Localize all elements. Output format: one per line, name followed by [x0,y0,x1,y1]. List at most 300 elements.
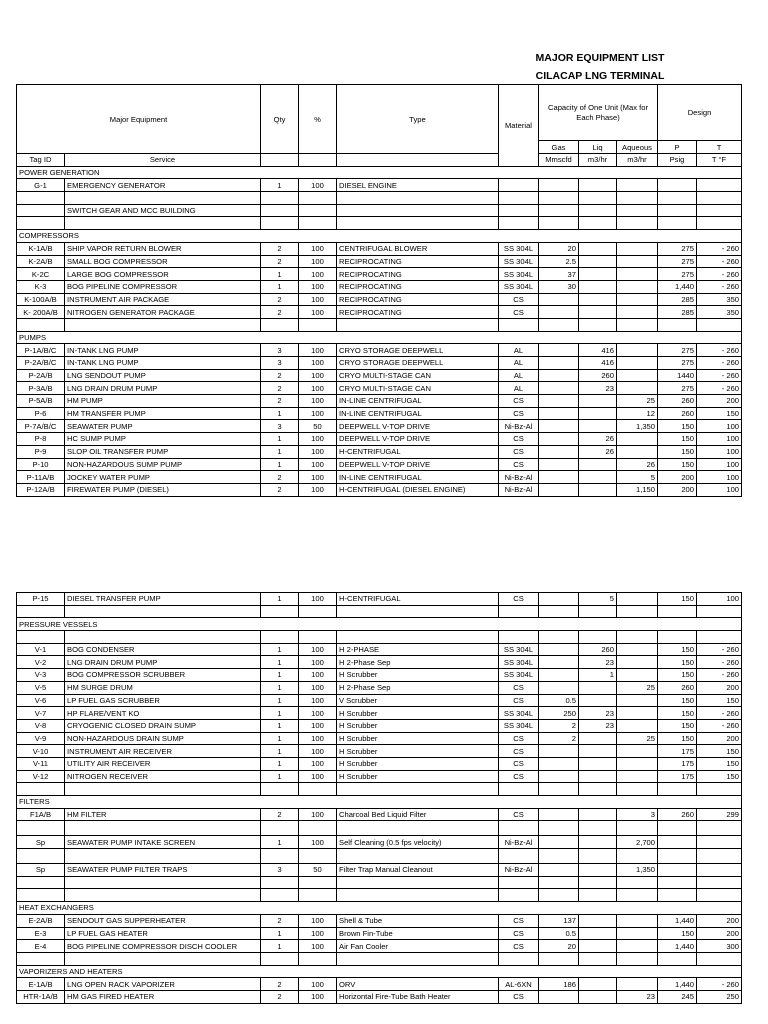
cell-service: BOG COMPRESSOR SCRUBBER [65,669,261,682]
cell-material: CS [499,694,539,707]
table-row [17,306,742,319]
cell-gas [539,433,579,446]
cell-temperature: - 260 [697,382,742,395]
cell-service: HM GAS FIRED HEATER [65,990,261,1003]
cell-service: IN-TANK LNG PUMP [65,357,261,370]
cell-pressure: 260 [658,808,697,821]
cell-material: Ni-Bz-Al [499,864,539,877]
cell-type: Brown Fin-Tube [337,927,499,940]
cell-temperature: 150 [697,694,742,707]
cell-pct: 100 [299,255,337,268]
cell-tag-id: Sp [17,836,65,849]
cell-qty: 1 [261,707,299,720]
cell-type: H-CENTRIFUGAL (DIESEL ENGINE) [337,483,499,496]
cell-pressure: 1,440 [658,914,697,927]
cell-pct: 100 [299,179,337,192]
header-mmscfd: Mmscfd [539,154,579,167]
header-capacity: Capacity of One Unit (Max for Each Phase) [539,85,658,141]
cell-pct: 100 [299,344,337,357]
cell-service: JOCKEY WATER PUMP [65,471,261,484]
cell-temperature: 200 [697,395,742,408]
cell-pct: 100 [299,707,337,720]
cell-liq [579,255,617,268]
cell-temperature: - 260 [697,656,742,669]
cell-tag-id: V-6 [17,694,65,707]
cell-material: CS [499,914,539,927]
cell-material: AL [499,382,539,395]
cell-service: LNG SENDOUT PUMP [65,369,261,382]
cell-aqueous [617,382,658,395]
cell-gas [539,990,579,1003]
table-row [17,420,742,433]
cell-gas [539,836,579,849]
cell-material: Ni-Bz-Al [499,483,539,496]
cell-pressure: 1,440 [658,940,697,953]
cell-liq: 1 [579,669,617,682]
cell-pressure: 175 [658,757,697,770]
cell-aqueous [617,433,658,446]
table-row [17,395,742,408]
table-header [17,85,742,167]
table-row [17,204,742,217]
cell-gas [539,757,579,770]
cell-service: NON-HAZARDOUS SUMP PUMP [65,458,261,471]
cell-temperature: - 260 [697,978,742,991]
cell-service: SENDOUT GAS SUPPERHEATER [65,914,261,927]
cell-liq [579,458,617,471]
cell-qty [261,204,299,217]
cell-pct: 100 [299,433,337,446]
cell-liq: 416 [579,357,617,370]
table-row [17,770,742,783]
cell-type: RECIPROCATING [337,255,499,268]
cell-liq [579,836,617,849]
cell-liq [579,204,617,217]
cell-tag-id: P-9 [17,445,65,458]
cell-gas: 20 [539,242,579,255]
header-tf: T °F [697,154,742,167]
section-header [17,965,742,978]
cell-tag-id: P-11A/B [17,471,65,484]
cell-tag-id: P-3A/B [17,382,65,395]
cell-type: DEEPWELL V-TOP DRIVE [337,433,499,446]
cell-gas [539,369,579,382]
section-title: COMPRESSORS [17,230,742,243]
cell-aqueous [617,306,658,319]
cell-service: HM FILTER [65,808,261,821]
cell-temperature: - 260 [697,369,742,382]
cell-pressure: 150 [658,732,697,745]
cell-pressure: 275 [658,242,697,255]
cell-gas [539,669,579,682]
cell-material: SS 304L [499,656,539,669]
table-row [17,280,742,293]
cell-liq: 23 [579,719,617,732]
table-row [17,927,742,940]
cell-pct: 100 [299,643,337,656]
cell-aqueous [617,204,658,217]
cell-aqueous: 2,700 [617,836,658,849]
cell-aqueous [617,344,658,357]
cell-liq [579,280,617,293]
cell-pressure [658,836,697,849]
cell-pressure: 150 [658,458,697,471]
blank-row [17,217,742,230]
cell-material: SS 304L [499,242,539,255]
cell-liq: 23 [579,656,617,669]
cell-service: UTILITY AIR RECEIVER [65,757,261,770]
cell-gas [539,770,579,783]
cell-liq [579,179,617,192]
cell-tag-id: HTR-1A/B [17,990,65,1003]
cell-type: RECIPROCATING [337,293,499,306]
cell-gas: 0.5 [539,927,579,940]
cell-type: H Scrubber [337,757,499,770]
blank-row [17,192,742,205]
cell-pressure: 1440 [658,369,697,382]
cell-gas: 30 [539,280,579,293]
section-title: PRESSURE VESSELS [17,618,742,631]
cell-qty: 1 [261,694,299,707]
cell-material: CS [499,927,539,940]
cell-temperature: - 260 [697,255,742,268]
cell-gas [539,681,579,694]
blank-row [17,821,742,836]
cell-gas [539,445,579,458]
cell-qty: 3 [261,357,299,370]
table-row [17,732,742,745]
cell-temperature [697,204,742,217]
cell-pct: 100 [299,914,337,927]
cell-qty: 1 [261,643,299,656]
cell-type: RECIPROCATING [337,268,499,281]
cell-liq [579,745,617,758]
cell-temperature: 350 [697,306,742,319]
table-row [17,990,742,1003]
cell-temperature: 100 [697,433,742,446]
cell-gas [539,407,579,420]
cell-liq [579,914,617,927]
cell-liq [579,420,617,433]
cell-qty: 2 [261,293,299,306]
cell-service: INSTRUMENT AIR PACKAGE [65,293,261,306]
cell-qty: 1 [261,280,299,293]
cell-aqueous: 26 [617,458,658,471]
cell-type: H Scrubber [337,669,499,682]
cell-material: Ni-Bz-Al [499,836,539,849]
cell-type: Air Fan Cooler [337,940,499,953]
cell-service: HM SURGE DRUM [65,681,261,694]
cell-pressure: 150 [658,669,697,682]
cell-tag-id: V-12 [17,770,65,783]
cell-pct: 50 [299,420,337,433]
cell-type: H 2-Phase Sep [337,656,499,669]
cell-qty: 2 [261,808,299,821]
cell-gas: 2 [539,732,579,745]
header-major-equipment: Major Equipment [17,85,261,154]
header-m3hr-liq: m3/hr [579,154,617,167]
cell-liq [579,395,617,408]
cell-gas [539,745,579,758]
cell-aqueous [617,445,658,458]
cell-tag-id: F1A/B [17,808,65,821]
cell-type: Horizontal Fire-Tube Bath Heater [337,990,499,1003]
cell-qty: 1 [261,593,299,606]
cell-service: FIREWATER PUMP (DIESEL) [65,483,261,496]
cell-gas [539,656,579,669]
cell-pct: 100 [299,836,337,849]
cell-qty: 1 [261,927,299,940]
cell-tag-id: Sp [17,864,65,877]
cell-material: CS [499,745,539,758]
cell-aqueous: 3 [617,808,658,821]
cell-aqueous [617,357,658,370]
table-row [17,255,742,268]
cell-material: CS [499,990,539,1003]
cell-type: H Scrubber [337,770,499,783]
table-row [17,344,742,357]
cell-material: Ni-Bz-Al [499,420,539,433]
section-header [17,166,742,179]
cell-gas [539,395,579,408]
cell-tag-id: E-2A/B [17,914,65,927]
cell-pct: 100 [299,990,337,1003]
cell-temperature: 150 [697,407,742,420]
cell-qty: 2 [261,483,299,496]
cell-pct: 100 [299,395,337,408]
table-row [17,643,742,656]
cell-aqueous [617,268,658,281]
blank-row [17,952,742,965]
cell-type: DEEPWELL V-TOP DRIVE [337,420,499,433]
cell-qty: 2 [261,242,299,255]
cell-liq [579,770,617,783]
cell-temperature: 100 [697,471,742,484]
cell-aqueous [617,656,658,669]
cell-material [499,204,539,217]
header-material: Material [499,85,539,167]
page-title: MAJOR EQUIPMENT LIST [535,52,665,64]
cell-type: CRYO STORAGE DEEPWELL [337,344,499,357]
cell-pressure: 1,440 [658,280,697,293]
table-row [17,836,742,849]
cell-aqueous [617,978,658,991]
cell-tag-id: V-2 [17,656,65,669]
cell-temperature: 300 [697,940,742,953]
cell-pressure [658,204,697,217]
cell-liq: 260 [579,369,617,382]
cell-tag-id: K-3 [17,280,65,293]
cell-liq [579,268,617,281]
cell-pct: 100 [299,268,337,281]
cell-type: ORV [337,978,499,991]
cell-tag-id: P-7A/B/C [17,420,65,433]
cell-aqueous: 1,350 [617,420,658,433]
cell-pct: 100 [299,808,337,821]
cell-material: CS [499,940,539,953]
blank-row [17,631,742,644]
cell-service: SEAWATER PUMP FILTER TRAPS [65,864,261,877]
table-row [17,669,742,682]
table-row [17,179,742,192]
cell-gas [539,306,579,319]
cell-tag-id: K-100A/B [17,293,65,306]
cell-service: BOG CONDENSER [65,643,261,656]
cell-pct: 100 [299,458,337,471]
cell-pressure: 260 [658,395,697,408]
cell-tag-id: K-2A/B [17,255,65,268]
cell-qty: 1 [261,407,299,420]
cell-pressure: 285 [658,293,697,306]
cell-pct: 100 [299,306,337,319]
table-row [17,433,742,446]
table-row [17,745,742,758]
cell-temperature: 150 [697,745,742,758]
cell-material: SS 304L [499,643,539,656]
cell-pressure: 150 [658,927,697,940]
cell-qty: 1 [261,770,299,783]
cell-temperature: 200 [697,732,742,745]
cell-temperature: 200 [697,681,742,694]
header-p: P [658,141,697,154]
cell-service: SWITCH GEAR AND MCC BUILDING [65,204,261,217]
cell-type: RECIPROCATING [337,306,499,319]
header-type: Type [337,85,499,154]
header-m3hr-aq: m3/hr [617,154,658,167]
cell-liq: 26 [579,433,617,446]
cell-pressure: 150 [658,420,697,433]
section-header [17,331,742,344]
header-service: Service [65,154,261,167]
cell-gas [539,864,579,877]
cell-service: SEAWATER PUMP [65,420,261,433]
cell-pct: 50 [299,864,337,877]
cell-type: H Scrubber [337,719,499,732]
cell-liq [579,483,617,496]
cell-type: IN-LINE CENTRIFUGAL [337,407,499,420]
cell-service: LARGE BOG COMPRESSOR [65,268,261,281]
table-row [17,719,742,732]
cell-material: AL [499,357,539,370]
cell-type: IN-LINE CENTRIFUGAL [337,395,499,408]
cell-material: SS 304L [499,707,539,720]
section-title: HEAT EXCHANGERS [17,902,742,915]
cell-material: SS 304L [499,719,539,732]
cell-liq [579,808,617,821]
cell-aqueous [617,593,658,606]
cell-type: CRYO STORAGE DEEPWELL [337,357,499,370]
cell-material: CS [499,681,539,694]
cell-liq: 5 [579,593,617,606]
section-title: FILTERS [17,796,742,809]
cell-material: CS [499,458,539,471]
cell-pressure [658,864,697,877]
cell-temperature [697,864,742,877]
cell-pressure: 275 [658,382,697,395]
cell-pressure: 150 [658,445,697,458]
cell-qty: 1 [261,732,299,745]
cell-liq [579,864,617,877]
cell-type: IN-LINE CENTRIFUGAL [337,471,499,484]
cell-liq: 416 [579,344,617,357]
cell-pct [299,204,337,217]
cell-pressure: 175 [658,745,697,758]
cell-liq [579,293,617,306]
cell-tag-id: V-5 [17,681,65,694]
cell-liq [579,694,617,707]
page-subtitle: CILACAP LNG TERMINAL [535,70,665,82]
cell-service: LNG DRAIN DRUM PUMP [65,656,261,669]
cell-gas: 250 [539,707,579,720]
cell-type: H Scrubber [337,707,499,720]
cell-liq [579,940,617,953]
table-row [17,471,742,484]
cell-pct: 100 [299,280,337,293]
cell-aqueous [617,369,658,382]
cell-aqueous [617,757,658,770]
cell-type: CRYO MULTI-STAGE CAN [337,369,499,382]
cell-gas [539,382,579,395]
table-row [17,357,742,370]
cell-aqueous [617,255,658,268]
cell-pressure: 1,440 [658,978,697,991]
section-title: PUMPS [17,331,742,344]
cell-tag-id: E-1A/B [17,978,65,991]
cell-type: Charcoal Bed Liquid Filter [337,808,499,821]
header-gas: Gas [539,141,579,154]
cell-aqueous [617,179,658,192]
cell-aqueous [617,707,658,720]
cell-service: SEAWATER PUMP INTAKE SCREEN [65,836,261,849]
table-row [17,593,742,606]
cell-tag-id: V-7 [17,707,65,720]
table-row [17,808,742,821]
cell-pct: 100 [299,927,337,940]
cell-gas: 2.5 [539,255,579,268]
cell-qty: 1 [261,940,299,953]
cell-service: HM TRANSFER PUMP [65,407,261,420]
cell-pct: 100 [299,719,337,732]
cell-material: SS 304L [499,280,539,293]
cell-aqueous [617,293,658,306]
cell-aqueous: 12 [617,407,658,420]
cell-temperature: 100 [697,445,742,458]
table-row [17,656,742,669]
cell-pressure: 150 [658,719,697,732]
cell-gas [539,344,579,357]
cell-qty: 1 [261,757,299,770]
cell-pressure: 200 [658,483,697,496]
cell-tag-id: P-2A/B/C [17,357,65,370]
table-row [17,707,742,720]
cell-pct: 100 [299,978,337,991]
cell-gas [539,593,579,606]
cell-qty: 1 [261,179,299,192]
cell-pressure: 245 [658,990,697,1003]
blank-row [17,876,742,889]
cell-temperature: 150 [697,770,742,783]
cell-material: CS [499,808,539,821]
cell-type: CENTRIFUGAL BLOWER [337,242,499,255]
cell-material: SS 304L [499,669,539,682]
cell-qty: 2 [261,395,299,408]
table-row [17,978,742,991]
cell-pct: 100 [299,694,337,707]
header-pct: % [299,85,337,154]
cell-type: H 2-Phase Sep [337,681,499,694]
cell-type: RECIPROCATING [337,280,499,293]
cell-liq [579,757,617,770]
